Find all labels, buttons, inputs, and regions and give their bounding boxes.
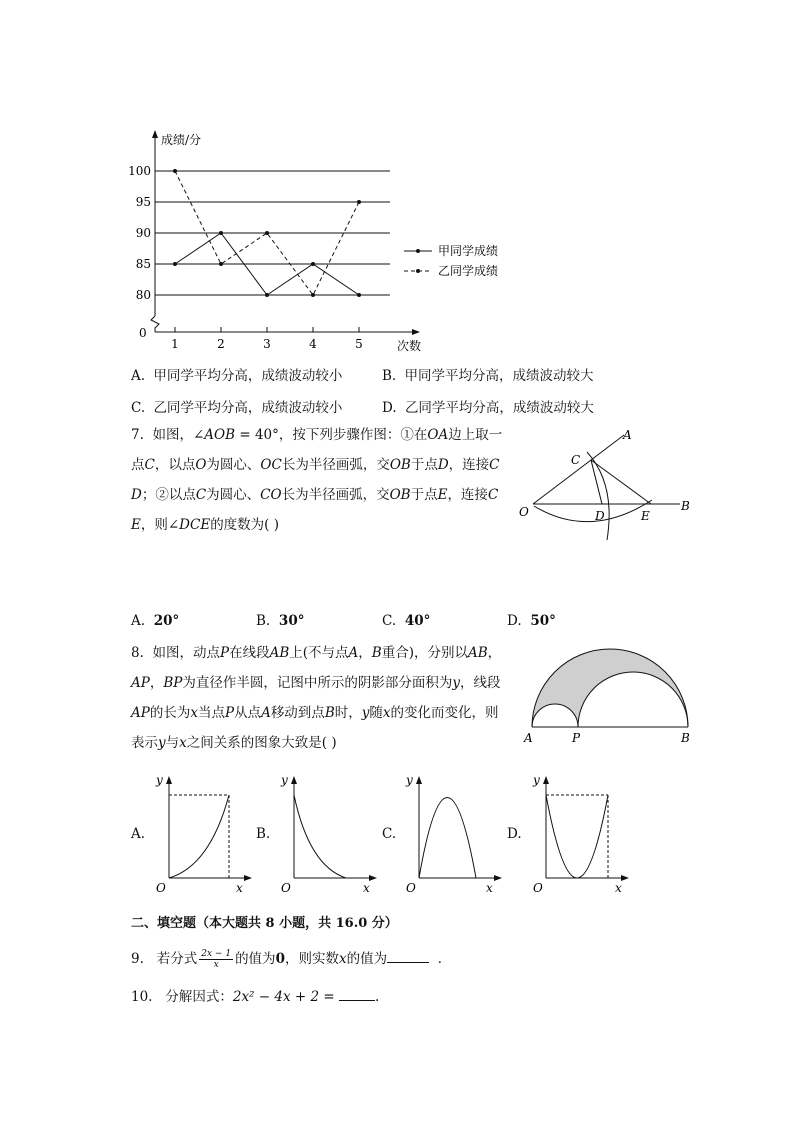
- text: 的值为: [346, 951, 388, 967]
- label-d: D: [595, 509, 605, 523]
- x-tick-label: 3: [263, 337, 271, 351]
- arc-center-c: [534, 500, 652, 522]
- legend-label-2: 乙同学成绩: [438, 264, 499, 278]
- text: ；②以点: [141, 487, 196, 503]
- text: ，连接: [448, 457, 490, 473]
- text: 的变化而变化，则: [390, 705, 499, 721]
- label-b: B: [681, 731, 690, 745]
- text: 为圆心、: [206, 457, 261, 473]
- axis-label-y: y: [533, 773, 540, 787]
- q7-question-text: [131, 420, 506, 540]
- text: 时，: [334, 705, 362, 721]
- y-arrow: [543, 776, 549, 784]
- x-axis-title: 次数: [397, 339, 422, 353]
- text: 的长为: [149, 705, 191, 721]
- series-1-point: [311, 262, 315, 266]
- q6-option-a[interactable]: [131, 364, 342, 384]
- origin-label: O: [406, 881, 416, 895]
- series-2-point: [173, 169, 177, 173]
- x-tick-label: 4: [309, 337, 317, 351]
- axis-label-x: x: [236, 881, 243, 895]
- math: OA: [427, 427, 449, 443]
- text: 移动到点: [270, 705, 325, 721]
- curve: [294, 795, 346, 878]
- axis-label-x: x: [363, 881, 370, 895]
- text: 若分式: [156, 951, 198, 967]
- option-text: 20°: [153, 613, 180, 629]
- label-b: B: [681, 499, 690, 513]
- option-text: 40°: [404, 613, 431, 629]
- legend-label-1: 甲同学成绩: [438, 244, 499, 258]
- q6-option-d[interactable]: [382, 396, 594, 416]
- math: A: [261, 705, 271, 721]
- math: x: [338, 951, 347, 967]
- option-letter: C.: [131, 400, 146, 416]
- q7-line-4: [131, 510, 506, 540]
- question-number: 8.: [131, 645, 144, 661]
- math: C: [487, 487, 499, 503]
- x-tick-label: 2: [217, 337, 225, 351]
- series-1-point: [173, 262, 177, 266]
- text: 为圆心、: [206, 487, 261, 503]
- math: BP: [163, 675, 183, 691]
- fraction-numerator: 2x − 1: [201, 949, 232, 959]
- y-tick-label: 90: [135, 226, 151, 240]
- text: 重合)，分别以: [381, 645, 468, 661]
- series-2-point: [357, 200, 361, 204]
- math: O: [195, 457, 207, 473]
- origin-label: O: [533, 881, 543, 895]
- label-p: P: [572, 731, 581, 745]
- question-number: 10.: [131, 989, 153, 1005]
- math: AB: [467, 645, 488, 661]
- math: y: [361, 705, 370, 721]
- text: 长为半径画弧，交: [281, 487, 390, 503]
- answer-blank[interactable]: [387, 948, 429, 963]
- math: x: [190, 705, 198, 721]
- text: 如图，动点: [152, 645, 220, 661]
- text: 分解因式：: [165, 989, 233, 1005]
- text: 的度数为( ): [210, 517, 280, 533]
- math: AB: [269, 645, 290, 661]
- q6-option-c[interactable]: [131, 396, 342, 416]
- q7-geometry-figure: [512, 422, 702, 547]
- math-expression: 2x² − 4x + 2 =: [232, 989, 335, 1005]
- q8-option-d[interactable]: [507, 826, 522, 842]
- series-2-point: [265, 231, 269, 235]
- q8-line-4: [131, 728, 516, 758]
- math: OC: [260, 457, 282, 473]
- text: 上(不与点: [289, 645, 349, 661]
- option-text: 乙同学平均分高，成绩波动较小: [153, 400, 343, 416]
- math: DCE: [179, 517, 211, 533]
- y-tick-label: 95: [135, 195, 151, 209]
- label-a: A: [623, 428, 632, 442]
- option-letter: D.: [507, 826, 522, 842]
- math: P: [224, 705, 235, 721]
- text: .: [374, 989, 380, 1005]
- text: 与: [165, 735, 180, 751]
- series-1-point: [219, 231, 223, 235]
- y-axis-title: 成绩/分: [161, 133, 202, 147]
- option-letter: C.: [382, 613, 397, 629]
- text: 为直径作半圆，记图中所示的阴影部分面积为: [182, 675, 453, 691]
- y-tick-label: 80: [135, 288, 151, 302]
- question-number: 7.: [131, 427, 144, 443]
- q8-semicircle-figure: [520, 640, 700, 750]
- q8-option-a[interactable]: [131, 826, 145, 842]
- math: C: [195, 487, 207, 503]
- q8-line-3: [131, 698, 516, 728]
- y-tick-label: 100: [128, 164, 151, 178]
- text: 从点: [234, 705, 262, 721]
- x-arrow: [494, 875, 502, 881]
- text: 边上取一: [448, 427, 503, 443]
- math: AP: [131, 705, 150, 721]
- axis-label-x: x: [615, 881, 622, 895]
- x-arrow: [369, 875, 377, 881]
- option-letter: D.: [507, 613, 522, 629]
- axis-label-y: y: [281, 773, 288, 787]
- option-letter: B.: [382, 368, 397, 384]
- option-text: 50°: [530, 613, 556, 629]
- option-text: 甲同学平均分高，成绩波动较大: [404, 368, 594, 384]
- text: = 40°，按下列步骤作图：①在: [235, 427, 428, 443]
- option-text: 甲同学平均分高，成绩波动较小: [153, 368, 343, 384]
- question-number: 9.: [131, 951, 144, 967]
- y-axis-arrow: [152, 130, 158, 138]
- series-2-point: [311, 293, 315, 297]
- value: 0: [275, 951, 285, 967]
- text: ，则实数: [284, 951, 339, 967]
- ray-oa: [533, 435, 624, 504]
- origin-label: O: [281, 881, 291, 895]
- math: y: [158, 735, 166, 751]
- series-1-point: [265, 293, 269, 297]
- math: x: [179, 735, 187, 751]
- math: A: [348, 645, 359, 661]
- text: 如图，∠: [152, 427, 205, 443]
- math: D: [131, 487, 142, 503]
- text: 随: [369, 705, 383, 721]
- fraction-denominator: x: [213, 960, 219, 970]
- legend-marker-1: [416, 249, 420, 253]
- math: CO: [260, 487, 282, 503]
- label-c: C: [571, 453, 581, 467]
- q8-line-1: [131, 638, 516, 668]
- q8-graph-d[interactable]: [527, 768, 632, 896]
- text: 长为半径画弧，交: [281, 457, 390, 473]
- math: E: [437, 487, 448, 503]
- shaded-region: [532, 649, 688, 727]
- text: 当点: [197, 705, 225, 721]
- q8-option-b[interactable]: [256, 826, 270, 842]
- option-letter: C.: [382, 826, 397, 842]
- fraction: [199, 949, 233, 970]
- math: E: [131, 517, 141, 533]
- option-letter: A.: [131, 613, 146, 629]
- q7-option-c[interactable]: [382, 613, 430, 629]
- origin-label: O: [156, 881, 166, 895]
- math: C: [489, 457, 500, 473]
- axis-label-x: x: [486, 881, 493, 895]
- option-text: 30°: [278, 613, 305, 629]
- q7-option-b[interactable]: [256, 613, 304, 629]
- q7-line-1: [131, 420, 506, 450]
- score-line-chart: [120, 120, 499, 360]
- option-letter: A.: [131, 826, 146, 842]
- q7-line-3: [131, 480, 506, 510]
- option-letter: A.: [131, 368, 146, 384]
- text: ，: [358, 645, 372, 661]
- q8-graph-a[interactable]: [150, 768, 255, 896]
- curve: [419, 798, 476, 879]
- q8-graph-b[interactable]: [275, 768, 380, 896]
- x-axis-arrow: [412, 329, 420, 335]
- x-arrow: [244, 875, 252, 881]
- q6-option-b[interactable]: [382, 364, 594, 384]
- text: ，: [487, 645, 502, 661]
- q8-line-2: [131, 668, 516, 698]
- text: ，线段: [460, 675, 501, 691]
- text: ，连接: [447, 487, 488, 503]
- answer-blank[interactable]: [339, 986, 375, 1001]
- math: C: [144, 457, 155, 473]
- math: D: [437, 457, 449, 473]
- section-heading: 二、填空题（本大题共 8 小题，共 16.0 分）: [131, 916, 398, 931]
- legend-marker-2: [416, 269, 420, 273]
- y-arrow: [166, 776, 172, 784]
- text: 的值为: [235, 951, 276, 967]
- text: 在线段: [229, 645, 270, 661]
- curve: [546, 795, 608, 878]
- math: AOB: [204, 427, 236, 443]
- text: ，: [149, 675, 164, 691]
- text: ，以点: [154, 457, 196, 473]
- x-tick-label: 1: [171, 337, 179, 351]
- q7-option-a[interactable]: [131, 613, 179, 629]
- text: 之间关系的图象大致是( ): [186, 735, 337, 751]
- math: P: [219, 645, 230, 661]
- q8-option-c[interactable]: [382, 826, 396, 842]
- math: B: [324, 705, 335, 721]
- text: 于点: [410, 487, 438, 503]
- curve: [169, 795, 229, 878]
- option-letter: B.: [256, 613, 271, 629]
- series-1-point: [357, 293, 361, 297]
- y-arrow: [416, 776, 422, 784]
- label-e: E: [641, 509, 650, 523]
- math: OB: [389, 487, 411, 503]
- math: B: [371, 645, 382, 661]
- text: 表示: [131, 735, 158, 751]
- series-2-point: [219, 262, 223, 266]
- q8-graph-c[interactable]: [400, 768, 505, 896]
- math: OB: [389, 457, 411, 473]
- x-tick-label: 5: [355, 337, 363, 351]
- math: AP: [131, 675, 150, 691]
- text: ．: [437, 951, 452, 967]
- math: x: [382, 705, 391, 721]
- label-a: A: [524, 731, 533, 745]
- text: 点: [131, 457, 145, 473]
- axis-break: [151, 316, 159, 332]
- option-text: 乙同学平均分高，成绩波动较大: [404, 400, 594, 416]
- q8-question-text: [131, 638, 516, 758]
- q10-question: [131, 986, 379, 1007]
- option-letter: B.: [256, 826, 271, 842]
- q7-option-d[interactable]: [507, 613, 556, 629]
- math: y: [452, 675, 460, 691]
- axis-label-y: y: [406, 773, 413, 787]
- q7-line-2: [131, 450, 506, 480]
- x-arrow: [621, 875, 629, 881]
- origin-label: 0: [139, 326, 147, 340]
- option-letter: D.: [382, 400, 397, 416]
- text: ，则∠: [140, 517, 180, 533]
- y-arrow: [291, 776, 297, 784]
- text: 于点: [410, 457, 438, 473]
- label-o: O: [519, 505, 529, 519]
- q9-question: [131, 948, 451, 970]
- y-tick-label: 85: [135, 257, 151, 271]
- axis-label-y: y: [156, 773, 163, 787]
